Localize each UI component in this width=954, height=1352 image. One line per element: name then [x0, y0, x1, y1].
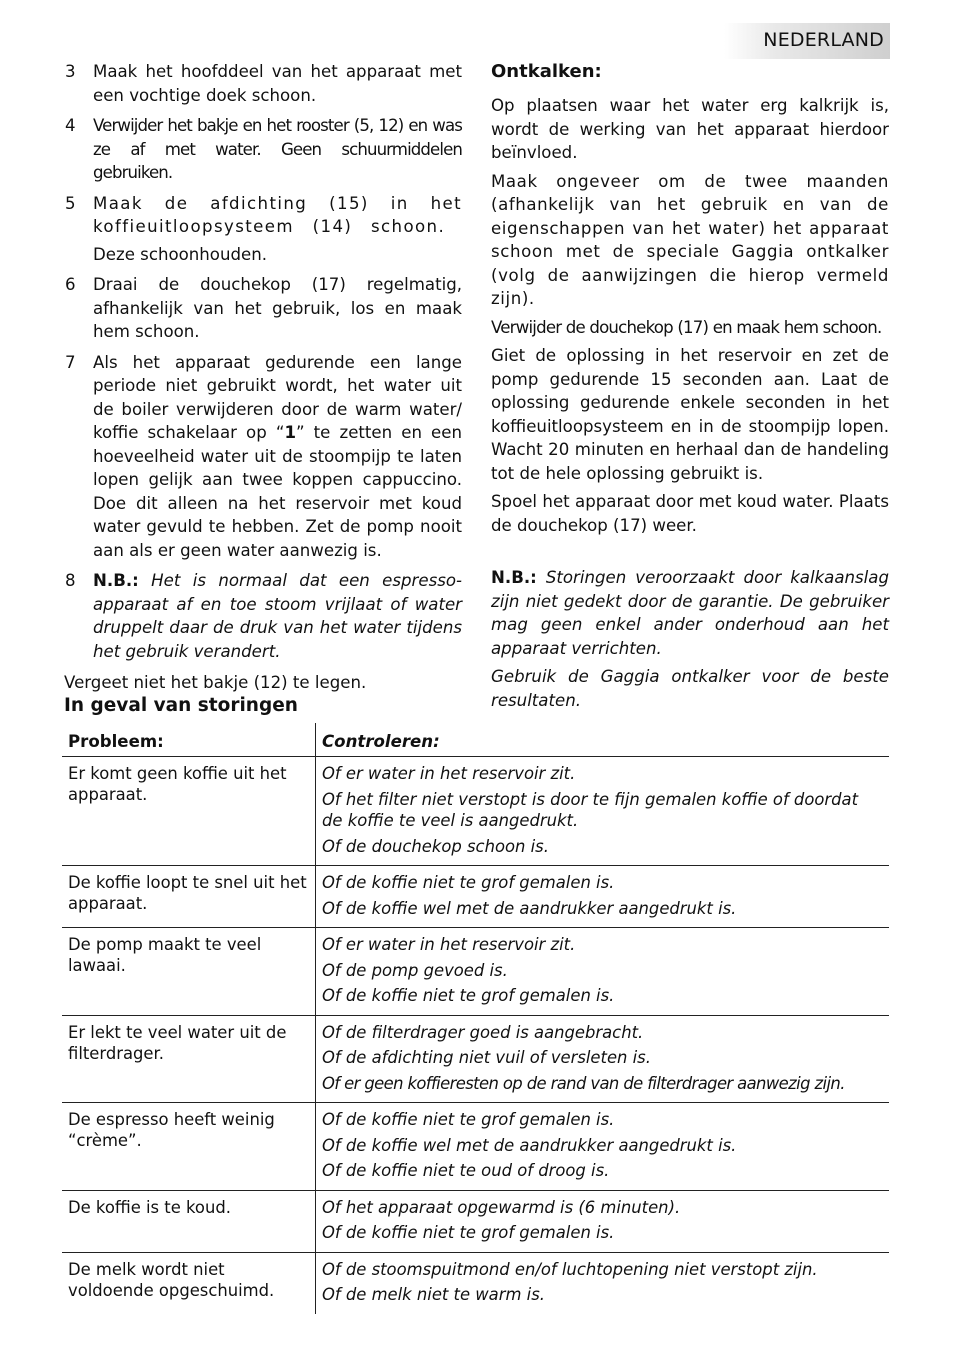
problem-cell	[62, 1015, 316, 1103]
check-item: Of het apparaat opgewarmd is (6 minuten).	[322, 1197, 681, 1217]
check-item: Of de koffie wel met de aandrukker aangedrukt is.	[322, 1135, 737, 1155]
item-number: 7	[65, 352, 76, 372]
list-item	[64, 351, 462, 563]
table-row	[62, 928, 889, 1016]
nb-paragraph-2: Gebruik de Gaggia ontkalker voor de beste resultaten.	[491, 667, 889, 710]
check-cell	[316, 1190, 890, 1252]
check-item: Of het filter niet verstopt is door te fijn gemalen koffie of doordat de koffie te veel is aangedrukt.	[322, 789, 859, 830]
check-item: Of de koffie wel met de aandrukker aangedrukt is.	[322, 898, 737, 918]
nb-text: Het is normaal dat een espresso-apparaat af en toe stoom vrijlaat of water druppelt daar de druk van het water tijdens het gebruik verandert.	[93, 571, 463, 661]
item-text: Deze schoonhouden.	[93, 244, 268, 264]
item-text: Draai de douchekop (17) regelmatig, afhankelijk van het gebruik, los en maak hem schoon.	[93, 275, 462, 341]
table-header-row	[62, 723, 889, 757]
check-cell	[316, 757, 890, 866]
nb-label: N.B.:	[93, 571, 139, 590]
paragraph: Op plaatsen waar het water erg kalkrijk is, wordt de werking van het apparaat hierdoor beïnvloed.	[491, 96, 889, 162]
check-item: Of de koffie niet te grof gemalen is.	[322, 986, 615, 1005]
check-column-header: Controleren:	[316, 723, 890, 757]
check-item: Of de koffie niet te grof gemalen is.	[322, 1110, 615, 1129]
check-cell	[316, 1103, 890, 1191]
list-item	[64, 569, 462, 663]
item-text: Verwijder het bakje en het rooster (5, 12) en was ze af met water. Geen schuurmiddelen gebruiken.	[93, 116, 462, 182]
problem-text: De espresso heeft weinig “crème”.	[68, 1110, 275, 1150]
troubleshooting-table	[62, 723, 889, 1314]
item-text-bold: 1	[284, 423, 296, 442]
item-number: 8	[65, 571, 76, 590]
nb-label: N.B.:	[491, 568, 537, 587]
item-number: 3	[65, 62, 76, 81]
problem-text: Er komt geen koffie uit het apparaat.	[68, 764, 287, 804]
check-item: Of de afdichting niet vuil of versleten is.	[322, 1048, 651, 1067]
left-column	[64, 60, 462, 695]
problem-cell	[62, 1252, 316, 1314]
item-text: ” te zetten en een hoeveelheid water uit de stoompijp te laten lopen gelijk aan twee koppen cappuccino. Doe dit alleen na het reservoir met koud water gevuld te hebben. Zet de pomp nooit aan als er geen water aanwezig is.	[93, 423, 462, 560]
item-text: Als het apparaat gedurende een lange periode niet gebruikt wordt, het water uit de boiler verwijderen door de warm water/ koffie schakelaar op “	[93, 352, 462, 442]
nb-text: Storingen veroorzaakt door kalkaanslag zijn niet gedekt door de garantie. De gebruiker mag geen enkel ander onderhoud aan het apparaat verrichten.	[491, 568, 889, 658]
list-item	[64, 243, 462, 267]
list-item	[64, 114, 462, 185]
item-text: Maak het hoofddeel van het apparaat met een vochtige doek schoon.	[93, 62, 462, 105]
check-item: Of de pomp gevoed is.	[322, 960, 508, 980]
paragraph: Spoel het apparaat door met koud water. Plaats de douchekop (17) weer.	[491, 492, 889, 535]
problem-cell	[62, 1190, 316, 1252]
check-item: Of de stoomspuitmond en/of luchtopening niet verstopt zijn.	[322, 1259, 818, 1279]
check-item: Of de koffie niet te grof gemalen is.	[322, 873, 615, 892]
descaling-heading: Ontkalken:	[491, 61, 602, 82]
problem-cell	[62, 866, 316, 928]
check-cell	[316, 866, 890, 928]
problem-text: De pomp maakt te veel lawaai.	[68, 935, 262, 975]
list-item	[64, 273, 462, 344]
check-item: Of er water in het reservoir zit.	[322, 935, 576, 954]
problem-text: De melk wordt niet voldoende opgeschuimd.	[68, 1259, 275, 1300]
check-cell	[316, 1252, 890, 1314]
language-label: NEDERLAND	[763, 29, 884, 51]
problem-text: Er lekt te veel water uit de filterdrager.	[68, 1022, 287, 1063]
paragraph: Maak ongeveer om de twee maanden (afhankelijk van het gebruik en van de eigenschappen van het water) het apparaat schoon met de speciale Gaggia ontkalker (volg de aanwijzingen die hierop vermeld zijn).	[491, 171, 889, 308]
list-item	[64, 192, 462, 239]
check-item: Of de koffie niet te oud of droog is.	[322, 1161, 610, 1180]
problem-cell	[62, 928, 316, 1016]
check-item: Of de koffie niet te grof gemalen is.	[322, 1223, 615, 1242]
item-number: 6	[65, 275, 76, 294]
item-number: 4	[65, 116, 75, 135]
table-row	[62, 1190, 889, 1252]
list-item	[64, 60, 462, 107]
check-cell	[316, 1015, 890, 1103]
left-footer: Vergeet niet het bakje (12) te legen.	[64, 673, 367, 692]
problem-text: De koffie is te koud.	[68, 1197, 231, 1217]
check-item: Of er water in het reservoir zit.	[322, 764, 576, 783]
problem-cell	[62, 1103, 316, 1191]
check-item: Of de melk niet te warm is.	[322, 1285, 545, 1304]
table-row	[62, 866, 889, 928]
check-cell	[316, 928, 890, 1016]
check-item: Of de filterdrager goed is aangebracht.	[322, 1022, 644, 1042]
table-row	[62, 757, 889, 866]
troubleshooting-heading: In geval van storingen	[64, 695, 298, 716]
problem-column-header: Probleem:	[62, 723, 316, 757]
nb-paragraph	[491, 566, 889, 660]
item-number: 5	[65, 193, 76, 213]
problem-text: De koffie loopt te snel uit het apparaat.	[68, 873, 307, 913]
problem-cell	[62, 757, 316, 866]
table-row	[62, 1103, 889, 1191]
language-tab	[724, 23, 890, 59]
item-text: Maak de afdichting (15) in het koffieuitloopsysteem (14) schoon.	[93, 193, 462, 236]
table-row	[62, 1252, 889, 1314]
right-column	[491, 60, 889, 717]
table-row	[62, 1015, 889, 1103]
check-item: Of de douchekop schoon is.	[322, 836, 549, 856]
paragraph: Verwijder de douchekop (17) en maak hem schoon.	[491, 317, 882, 337]
check-item: Of er geen koffieresten op de rand van de filterdrager aanwezig zijn.	[322, 1073, 845, 1093]
paragraph: Giet de oplossing in het reservoir en zet de pomp gedurende 15 seconden aan. Laat de oplossing gedurende enkele seconden in het koffieuitloopsysteem en in de stoompijp lopen. Wacht 20 minuten en herhaal dan de handeling tot de hele oplossing gebruikt is.	[491, 346, 889, 483]
